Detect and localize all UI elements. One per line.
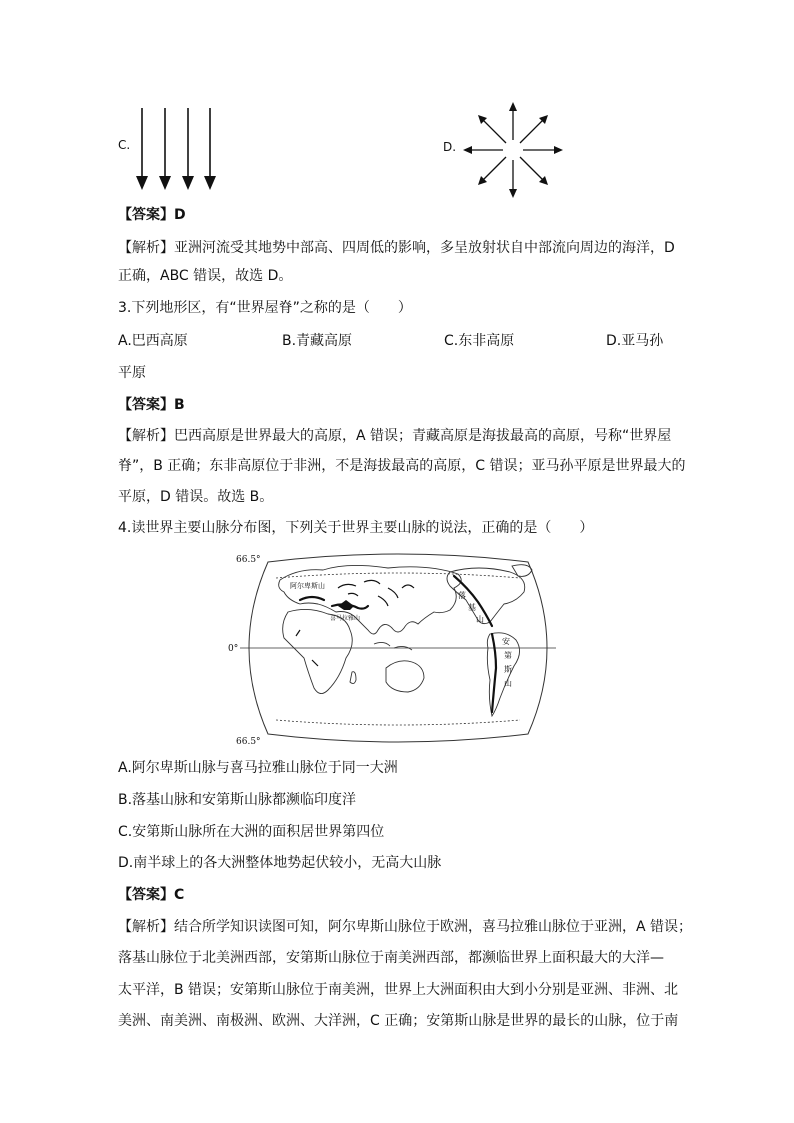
q3-option-b: B.青藏高原 bbox=[282, 333, 353, 349]
lat-top-label: 66.5° bbox=[236, 555, 261, 565]
radial-arrows-icon bbox=[463, 100, 563, 200]
q3-analysis-line3: 平原，D 错误。故选 B。 bbox=[118, 489, 274, 505]
figure-c bbox=[118, 100, 228, 200]
figure-d bbox=[443, 100, 563, 200]
himalaya-label: 喜马拉雅山 bbox=[330, 615, 361, 622]
q4-analysis-line1: 【解析】结合所学知识读图可知，阿尔卑斯山脉位于欧洲，喜马拉雅山脉位于亚洲，A 错误； bbox=[118, 919, 693, 935]
rocky-label-3: 山 bbox=[476, 615, 484, 624]
rocky-label-2: 基 bbox=[468, 603, 476, 612]
q3-option-c: C.东非高原 bbox=[444, 333, 515, 349]
alps-label: 阿尔卑斯山 bbox=[290, 582, 325, 590]
q3-analysis-line1: 【解析】巴西高原是世界最大的高原，A 错误；青藏高原是海拔最高的高原，号称“世界屋 bbox=[118, 428, 672, 444]
q3-answer: 【答案】B bbox=[118, 397, 185, 413]
q4-option-b: B.落基山脉和安第斯山脉都濒临印度洋 bbox=[118, 792, 357, 808]
q4-option-a: A.阿尔卑斯山脉与喜马拉雅山脉位于同一大洲 bbox=[118, 760, 398, 776]
q4-option-d: D.南半球上的各大洲整体地势起伏较小，无高大山脉 bbox=[118, 855, 442, 871]
q4-analysis-line3: 太平洋，B 错误；安第斯山脉位于南美洲，世界上大洲面积由大到小分别是亚洲、非洲、北 bbox=[118, 982, 679, 998]
world-map-svg bbox=[228, 548, 568, 748]
lat-bottom-label: 66.5° bbox=[236, 737, 261, 747]
rocky-label-1: 落 bbox=[458, 591, 466, 600]
world-mountain-map bbox=[228, 548, 568, 748]
q3-option-a: A.巴西高原 bbox=[118, 333, 188, 349]
q2-analysis-line2: 正确，ABC 错误，故选 D。 bbox=[118, 268, 293, 284]
lat-mid-label: 0° bbox=[228, 644, 239, 654]
andes-label-1: 安 bbox=[502, 637, 510, 646]
figure-c-label: C. bbox=[118, 138, 131, 152]
q3-analysis-line2: 脊”，B 正确；东非高原位于非洲，不是海拔最高的高原，C 错误；亚马孙平原是世界最大的 bbox=[118, 458, 686, 474]
q4-answer: 【答案】C bbox=[118, 887, 185, 903]
q4-question: 4.读世界主要山脉分布图，下列关于世界主要山脉的说法，正确的是（ ） bbox=[118, 520, 594, 536]
parallel-arrows-icon bbox=[132, 100, 232, 198]
q3-question: 3.下列地形区，有“世界屋脊”之称的是（ ） bbox=[118, 300, 412, 316]
q4-analysis-line4: 美洲、南美洲、南极洲、欧洲、大洋洲，C 正确；安第斯山脉是世界的最长的山脉，位于南 bbox=[118, 1013, 679, 1029]
q3-option-d: D.亚马孙 bbox=[606, 333, 664, 349]
q3-option-d-cont: 平原 bbox=[118, 365, 146, 381]
q4-analysis-line2: 落基山脉位于北美洲西部，安第斯山脉位于南美洲西部，都濒临世界上面积最大的大洋— bbox=[118, 950, 664, 966]
andes-label-2: 第 bbox=[504, 651, 512, 660]
andes-label-4: 山 bbox=[504, 679, 512, 688]
q4-option-c: C.安第斯山脉所在大洲的面积居世界第四位 bbox=[118, 824, 385, 840]
figure-d-label: D. bbox=[443, 140, 457, 154]
q2-answer: 【答案】D bbox=[118, 207, 186, 223]
andes-label-3: 斯 bbox=[504, 665, 512, 674]
q2-analysis-line1: 【解析】亚洲河流受其地势中部高、四周低的影响，多呈放射状自中部流向周边的海洋，D bbox=[118, 240, 675, 256]
